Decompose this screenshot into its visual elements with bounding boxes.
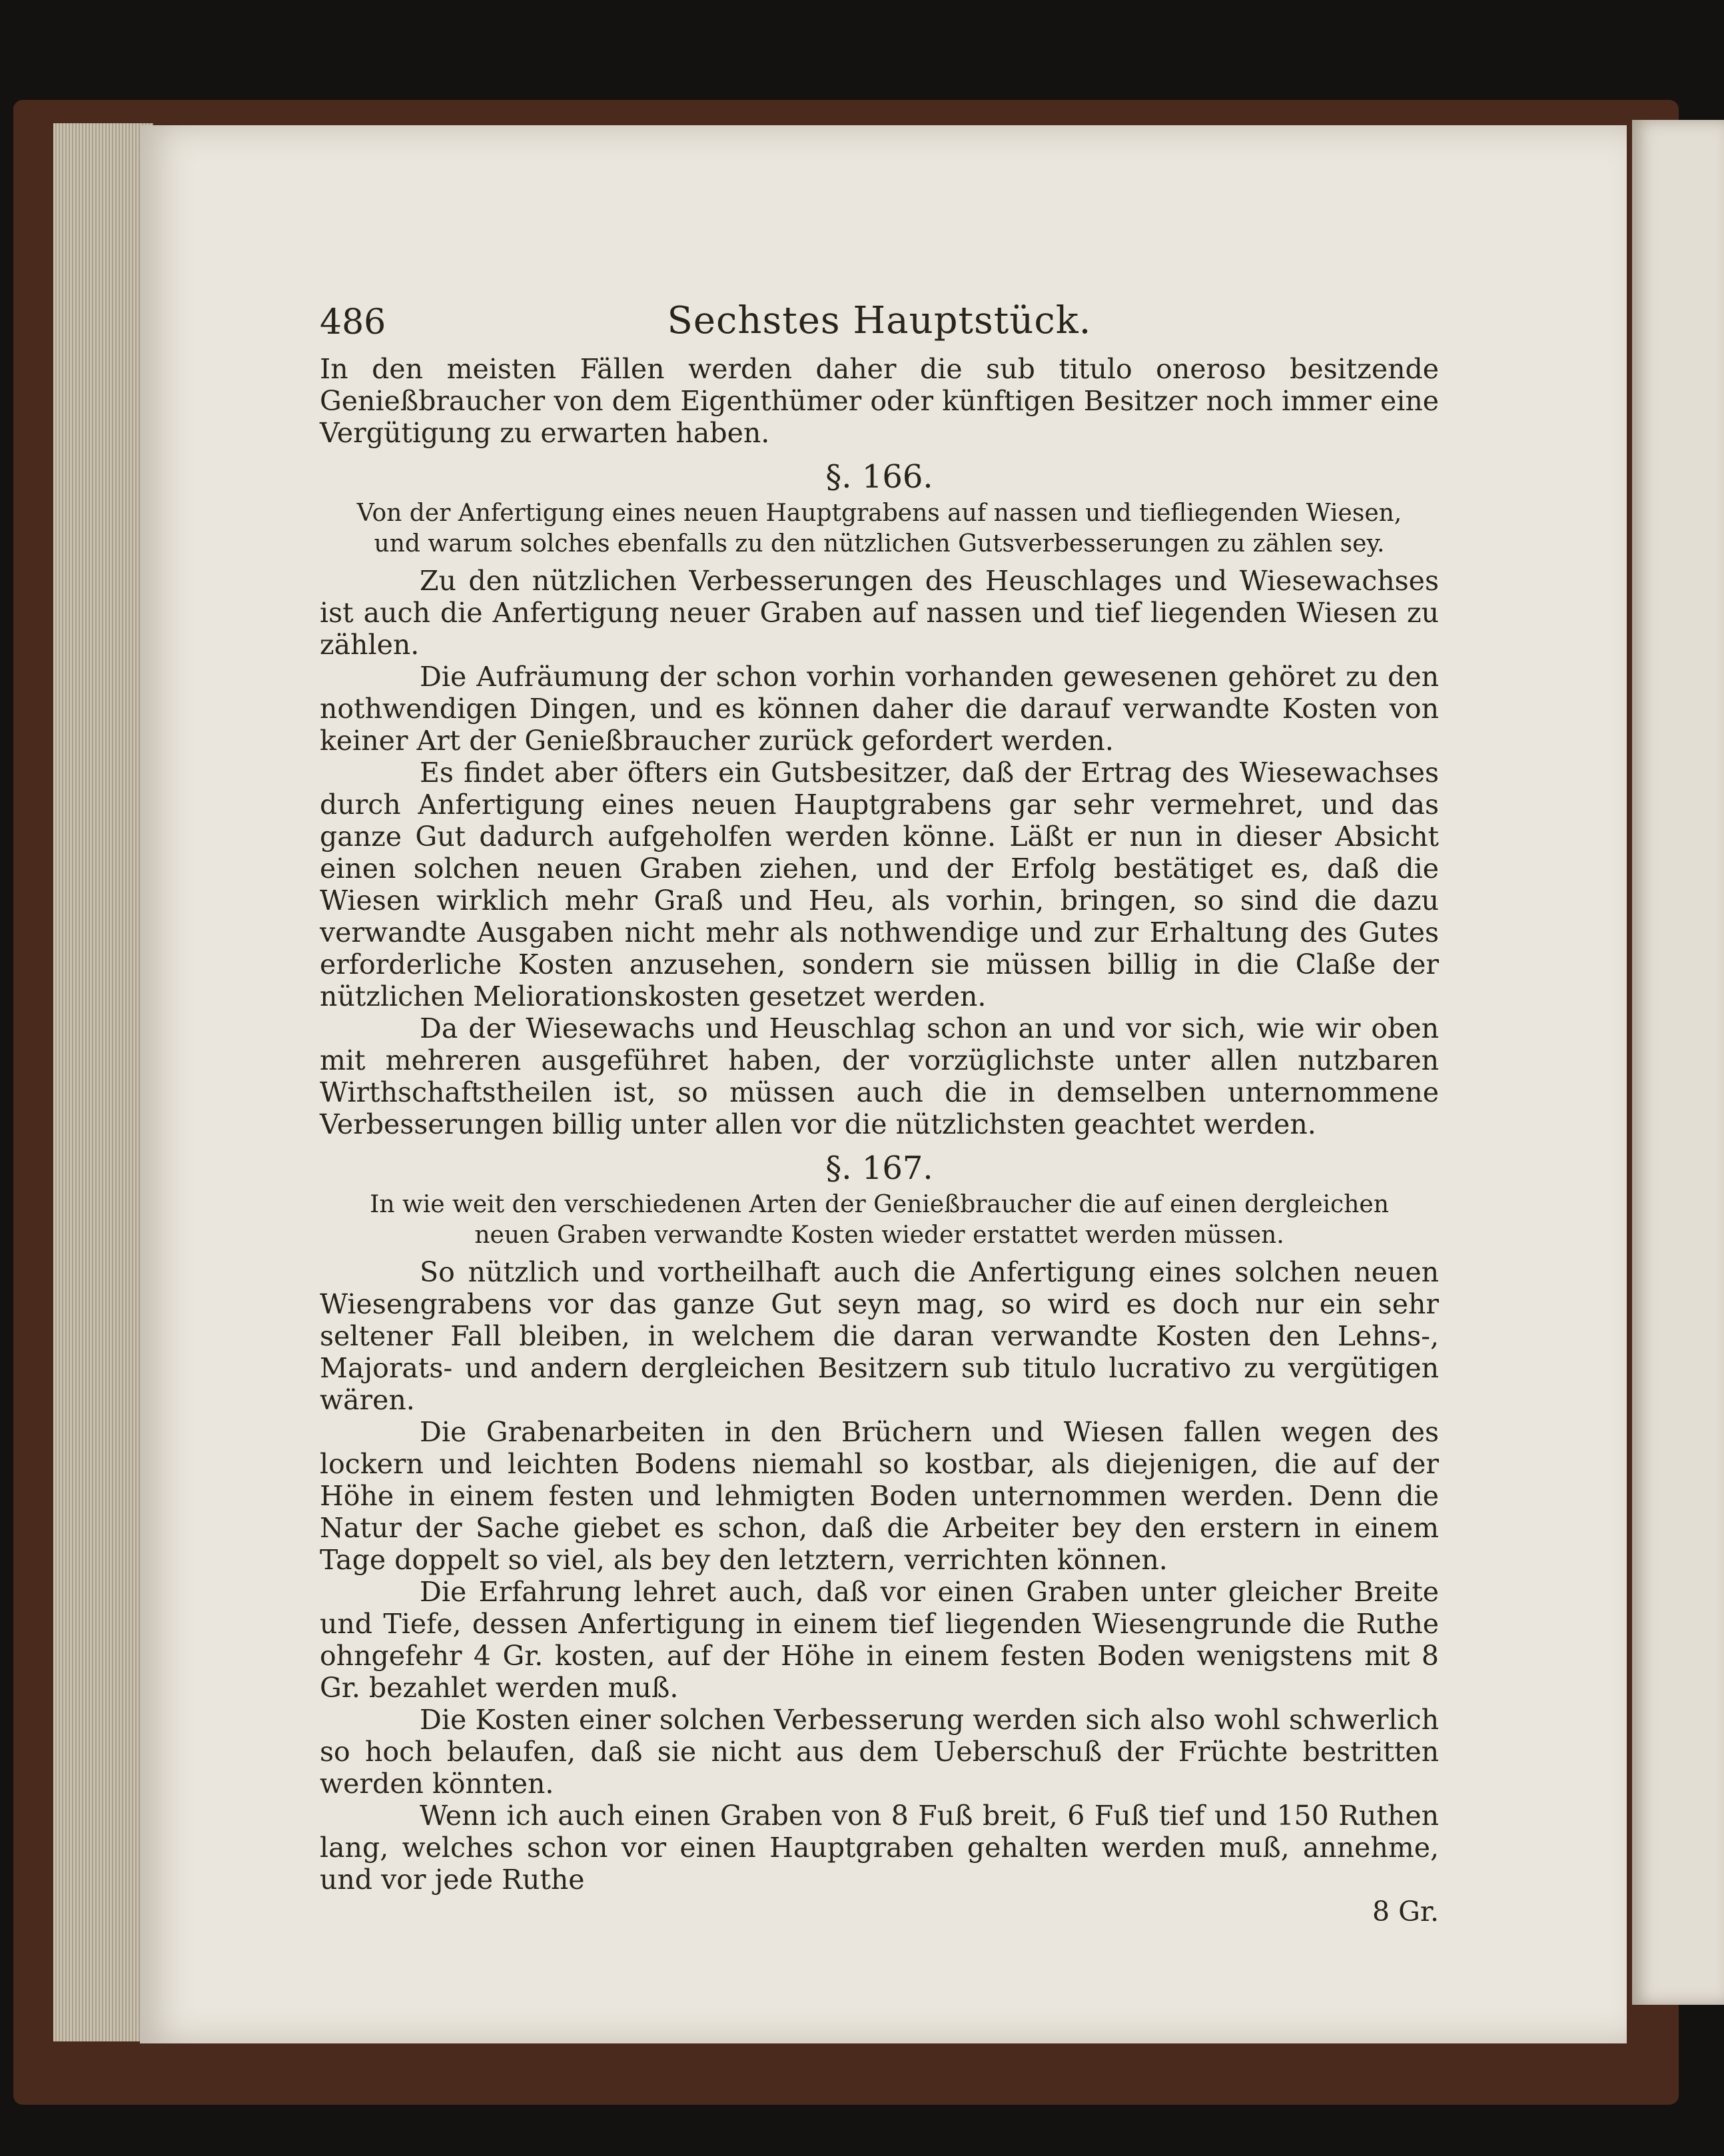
page-number: 486 (320, 302, 386, 342)
paragraph: So nützlich und vortheilhaft auch die Anfertigung eines solchen neuen Wiesengrabens vor das ganze Gut seyn mag, so wird es doch nur ein sehr seltener Fall bleiben, in welchem die daran verwandte Kosten den Lehns-, Majorats- und andern dergleichen Besitzern sub titulo lucrativo zu vergütigen wären. (320, 1256, 1439, 1416)
paragraph: In den meisten Fällen werden daher die sub titulo oneroso besitzende Genießbraucher von dem Eigenthümer oder künftigen Besitzer noch immer eine Vergütigung zu erwarten haben. (320, 353, 1439, 449)
paragraph: Zu den nützlichen Verbesserungen des Heuschlages und Wiesewachses ist auch die Anfertigung neuer Graben auf nassen und tief liegenden Wiesen zu zählen. (320, 565, 1439, 661)
paragraph: Die Grabenarbeiten in den Brüchern und Wiesen fallen wegen des lockern und leichten Bodens niemahl so kostbar, als diejenigen, die auf der Höhe in einem festen und lehmigten Boden unternommen werden. Denn die Natur der Sache giebet es schon, daß die Arbeiter bey den erstern in einem Tage doppelt so viel, als bey den letztern, verrichten können. (320, 1416, 1439, 1576)
catchword-line (320, 1896, 1439, 1929)
section-number: §. 166. (825, 458, 933, 496)
page-text (320, 293, 1439, 1929)
catchword: 8 Gr. (1372, 1896, 1439, 1928)
facing-page (1632, 120, 1724, 2005)
section-heading: In wie weit den verschiedenen Arten der Genießbraucher die auf einen dergleichen neuen Graben verwandte Kosten wieder erstattet werden müssen. (370, 1191, 1389, 1249)
paragraph: Die Erfahrung lehret auch, daß vor einen Graben unter gleicher Breite und Tiefe, dessen Anfertigung in einem tief liegenden Wiesengrunde die Ruthe ohngefehr 4 Gr. kosten, auf der Höhe in einem festen Boden wenigstens mit 8 Gr. bezahlet werden muß. (320, 1576, 1439, 1704)
paragraph: Die Aufräumung der schon vorhin vorhanden gewesenen gehöret zu den nothwendigen Dingen, und es können daher die darauf verwandte Kosten von keiner Art der Genießbraucher zurück gefordert werden. (320, 661, 1439, 757)
page-edges (53, 123, 153, 2041)
running-title: Sechstes Hauptstück. (667, 299, 1092, 342)
section-heading: Von der Anfertigung eines neuen Hauptgrabens auf nassen und tiefliegenden Wiesen, und warum solches ebenfalls zu den nützlichen Gutsverbesserungen zu zählen sey. (356, 500, 1402, 557)
section-number: §. 167. (825, 1150, 933, 1187)
paragraph: Die Kosten einer solchen Verbesserung werden sich also wohl schwerlich so hoch belaufen, daß sie nicht aus dem Ueberschuß der Früchte bestritten werden könnten. (320, 1704, 1439, 1800)
running-head (320, 293, 1439, 353)
paragraph: Es findet aber öfters ein Gutsbesitzer, daß der Ertrag des Wiesewachses durch Anfertigung eines neuen Hauptgrabens gar sehr vermehret, und das ganze Gut dadurch aufgeholfen werden könne. Läßt er nun in dieser Absicht einen solchen neuen Graben ziehen, und der Erfolg bestätiget es, daß die Wiesen wirklich mehr Graß und Heu, als vorhin, bringen, so sind die dazu verwandte Ausgaben nicht mehr als nothwendige und zur Erhaltung des Gutes erforderliche Kosten anzusehen, sondern sie müssen billig in die Claße der nützlichen Meliorationskosten gesetzet werden. (320, 757, 1439, 1012)
paragraph: Wenn ich auch einen Graben von 8 Fuß breit, 6 Fuß tief und 150 Ruthen lang, welches schon vor einen Hauptgraben gehalten werden muß, annehme, und vor jede Ruthe (320, 1800, 1439, 1896)
paragraph: Da der Wiesewachs und Heuschlag schon an und vor sich, wie wir oben mit mehreren ausgeführet haben, der vorzüglichste unter allen nutzbaren Wirthschaftstheilen ist, so müssen auch die in demselben unternommene Verbesserungen billig unter allen vor die nützlichsten geachtet werden. (320, 1012, 1439, 1140)
